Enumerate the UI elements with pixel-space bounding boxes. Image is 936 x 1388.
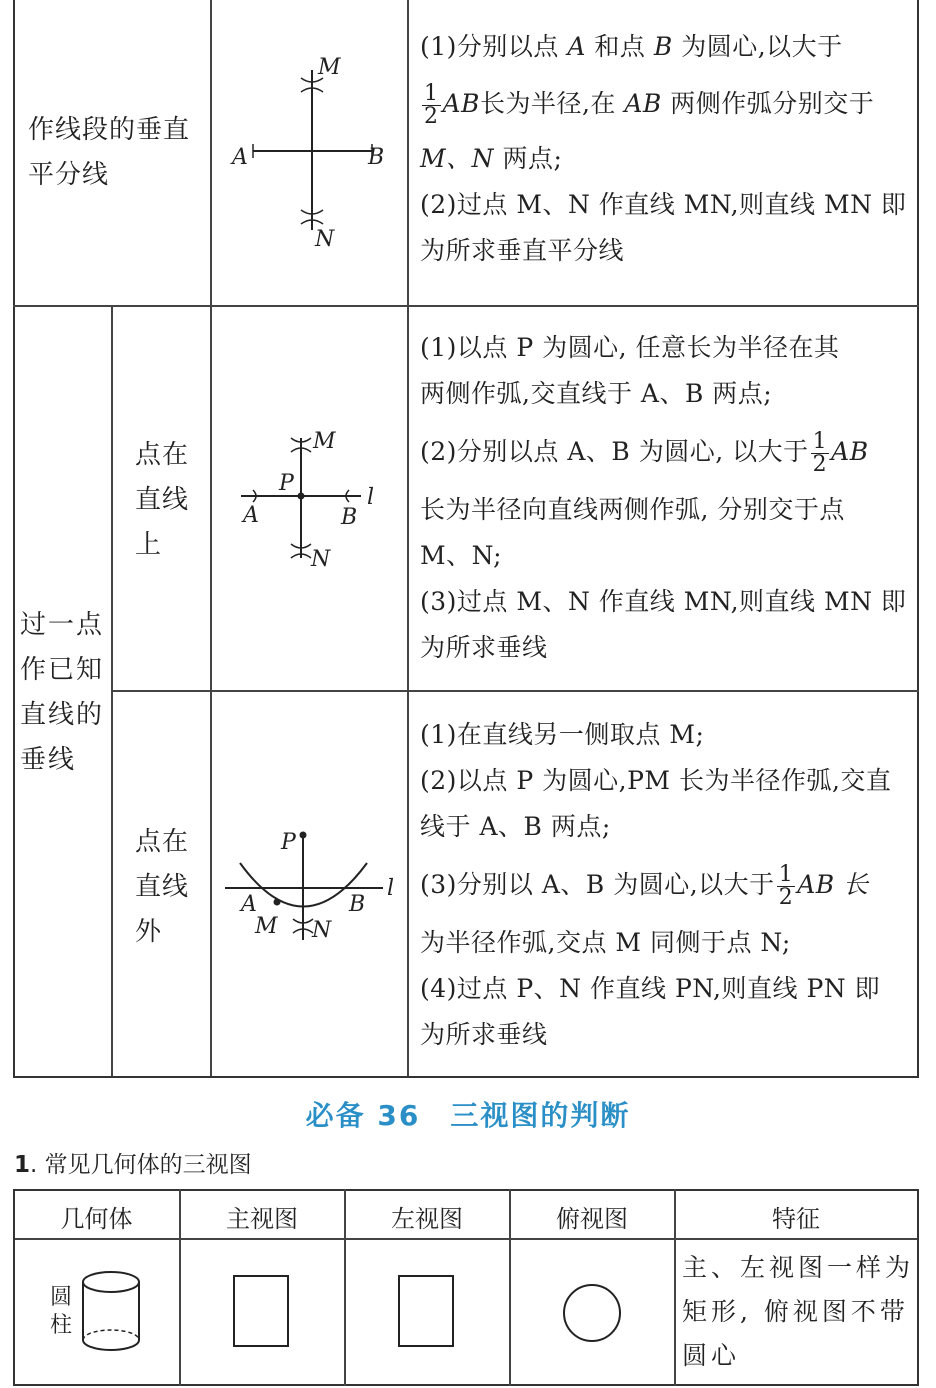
header-top-view: 俯视图 <box>556 1205 628 1233</box>
label-line: 直线的 <box>20 700 105 730</box>
step-text: 两侧作弧分别交于 <box>670 89 875 118</box>
feature-line: 主、左视图一样为 <box>682 1253 915 1282</box>
row-divider <box>13 305 919 307</box>
label-line: 外 <box>135 917 163 947</box>
point-label-b: B <box>341 505 358 530</box>
header-side-view: 左视图 <box>391 1205 463 1233</box>
point-m <box>274 899 281 906</box>
cylinder-top <box>83 1272 139 1292</box>
top-view-circle <box>561 1282 625 1346</box>
table-border-bottom <box>13 1076 919 1078</box>
step-text: AB <box>831 437 869 466</box>
step-text: A <box>567 32 586 61</box>
circle-shape <box>564 1285 620 1341</box>
steps-perpendicular-bisector <box>420 22 915 274</box>
table-border-bottom <box>13 1384 919 1386</box>
point-label-a: A <box>243 503 259 528</box>
row-divider <box>111 690 919 692</box>
label-line: 直线 <box>135 872 190 902</box>
label-line: 直线 <box>135 485 190 515</box>
fraction-half <box>422 83 441 128</box>
label-line: 点在 <box>135 827 190 857</box>
header-front-view: 主视图 <box>226 1205 298 1233</box>
group-label-perpendicular-through-point <box>20 603 110 783</box>
step-line: 为所求垂线 <box>420 633 548 662</box>
label-line: 平分线 <box>28 160 110 190</box>
table-border-left <box>13 0 15 1078</box>
fraction-half <box>777 864 796 909</box>
step-line: (1)在直线另一侧取点 M; <box>420 720 705 749</box>
fraction-numerator: 1 <box>778 862 794 887</box>
point-label-n: N <box>315 227 335 252</box>
steps-point-on-line <box>420 325 915 671</box>
line-label-l: l <box>387 876 395 901</box>
step-text: M、N <box>420 144 494 173</box>
step-line <box>420 136 915 182</box>
subsection-heading <box>14 1146 252 1179</box>
step-line <box>420 850 915 920</box>
step-text: AB <box>442 89 480 118</box>
table-border-right <box>917 1189 919 1386</box>
label-line: 圆 <box>50 1285 73 1310</box>
rectangle-shape <box>399 1276 453 1346</box>
step-line: 线于 A、B 两点; <box>420 812 611 841</box>
column-divider <box>407 0 409 1076</box>
step-text: 为圆心,以大于 <box>681 32 843 61</box>
step-text: AB <box>624 89 662 118</box>
step-text: AB 长 <box>797 870 869 899</box>
label-line: 作线段的垂直 <box>28 115 191 145</box>
fraction-denominator: 2 <box>812 452 828 477</box>
label-line: 垂线 <box>20 745 77 775</box>
feature-line: 圆心 <box>682 1341 741 1370</box>
rectangle-shape <box>234 1276 288 1346</box>
feature-description <box>682 1246 914 1378</box>
step-line: M、N; <box>420 541 503 570</box>
point-label-m: M <box>255 914 278 939</box>
point-label-n: N <box>311 547 331 572</box>
point-label-p: P <box>279 471 294 496</box>
step-line <box>420 417 915 487</box>
step-line: 长为半径向直线两侧作弧, 分别交于点 <box>420 495 845 524</box>
front-view-rectangle <box>232 1274 292 1350</box>
step-line: (2)过点 M、N 作直线 MN,则直线 MN 即 <box>420 190 907 219</box>
step-text: (3)分别以 A、B 为圆心,以大于 <box>420 870 775 899</box>
row-label-perpendicular-bisector <box>28 108 208 198</box>
point-label-a: A <box>241 892 257 917</box>
cylinder-icon <box>78 1262 144 1362</box>
label-line: 上 <box>135 530 163 560</box>
step-line: (1)以点 P 为圆心, 任意长为半径在其 <box>420 333 840 362</box>
step-line: 为所求垂直平分线 <box>420 236 625 265</box>
label-line: 作已知 <box>20 655 105 685</box>
solid-label-cylinder <box>50 1284 72 1340</box>
step-line: 为所求垂线 <box>420 1020 548 1049</box>
subsection-number: 1 <box>14 1152 31 1178</box>
fraction-numerator: 1 <box>424 81 439 106</box>
step-line: 为半径作弧,交点 M 同侧于点 N; <box>420 928 791 957</box>
label-line: 过一点 <box>20 610 105 640</box>
label-line: 柱 <box>50 1313 73 1338</box>
figure-perpendicular-point-off-line <box>215 815 405 965</box>
fraction-denominator: 2 <box>778 885 794 910</box>
cylinder-bottom-hidden <box>83 1330 139 1340</box>
step-text: (2)分别以点 A、B 为圆心, 以大于 <box>420 437 809 466</box>
figure-perpendicular-bisector <box>215 40 405 260</box>
point-label-b: B <box>349 892 366 917</box>
step-text: 长为半径,在 <box>479 89 616 118</box>
point-label-p: P <box>281 830 296 855</box>
figure-perpendicular-point-on-line <box>215 420 405 580</box>
cylinder-bottom-front <box>83 1340 139 1350</box>
steps-point-off-line <box>420 712 915 1058</box>
sub-label-point-on-line <box>135 433 205 568</box>
step-text: 和点 <box>594 32 646 61</box>
point-p <box>298 493 305 500</box>
table-border-top <box>13 1189 919 1191</box>
side-view-rectangle <box>397 1274 457 1350</box>
step-text: 两点; <box>502 144 563 173</box>
step-line: (2)以点 P 为圆心,PM 长为半径作弧,交直 <box>420 766 892 795</box>
section-title: 必备 36 三视图的判断 <box>305 1099 631 1132</box>
point-p <box>300 832 307 839</box>
step-line: (3)过点 M、N 作直线 MN,则直线 MN 即 <box>420 587 907 616</box>
fraction-numerator: 1 <box>812 429 828 454</box>
step-line <box>420 72 915 136</box>
point-label-b: B <box>368 145 385 170</box>
label-line: 点在 <box>135 440 190 470</box>
step-line: (4)过点 P、N 作直线 PN,则直线 PN 即 <box>420 974 881 1003</box>
step-line <box>420 22 915 72</box>
sub-label-point-off-line <box>135 820 205 955</box>
feature-line: 矩形, 俯视图不带 <box>682 1297 909 1326</box>
header-features: 特征 <box>772 1205 820 1233</box>
header-divider <box>13 1238 919 1240</box>
fraction-denominator: 2 <box>424 104 439 129</box>
point-label-m: M <box>318 55 341 80</box>
subsection-text: . 常见几何体的三视图 <box>30 1152 252 1178</box>
step-line: 两侧作弧,交直线于 A、B 两点; <box>420 379 773 408</box>
point-label-a: A <box>232 145 248 170</box>
header-solid: 几何体 <box>60 1205 133 1233</box>
fraction-half <box>811 431 830 476</box>
point-label-m: M <box>313 429 336 454</box>
table-border-right <box>917 0 919 1078</box>
point-label-n: N <box>312 918 332 943</box>
step-text: (1)分别以点 <box>420 32 559 61</box>
column-divider <box>210 0 212 1076</box>
line-label-l: l <box>367 485 375 510</box>
step-text: B <box>653 32 673 61</box>
